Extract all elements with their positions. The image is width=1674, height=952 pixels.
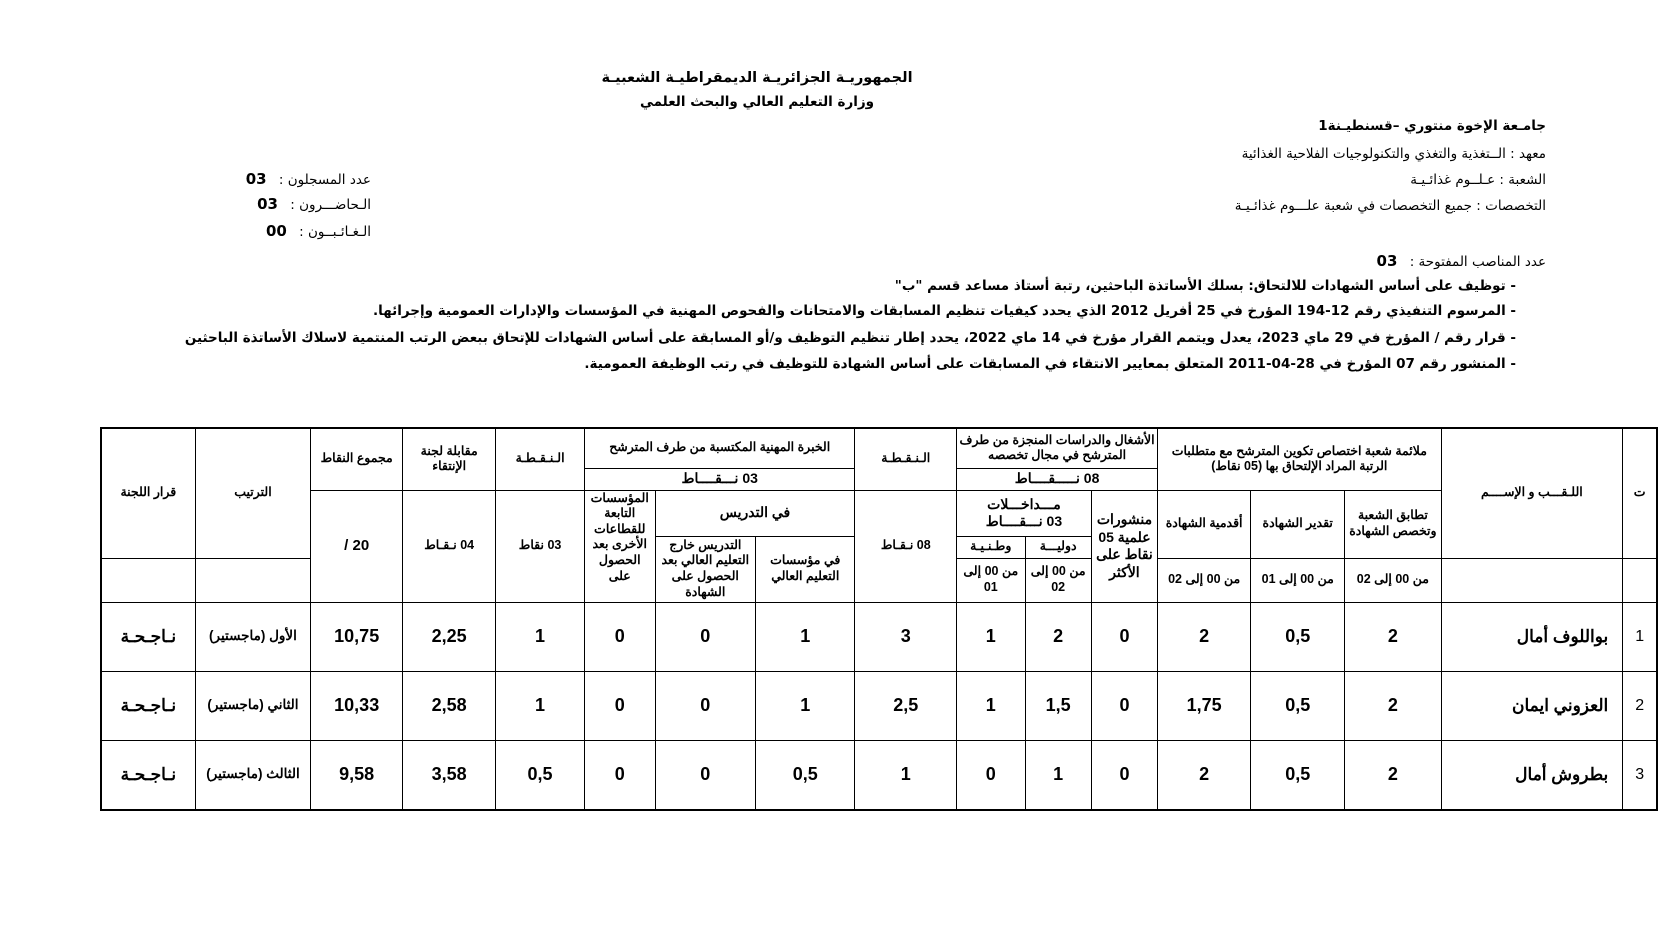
match-score: 2 — [1345, 671, 1441, 740]
decision-cell: نـاجـحـة — [101, 740, 195, 810]
col-relevance-header: ملائمة شعبة اختصاص تكوين المترشح مع متطلبات الرتبة المراد الإلتحاق بها (05 نقاط) — [1158, 428, 1441, 490]
points1-value: 08 نـقـاط — [855, 490, 957, 602]
teach-out-score: 0 — [655, 671, 756, 740]
talks-header — [957, 490, 1092, 536]
total-score: 9,58 — [311, 740, 403, 810]
open-positions-label: عدد المناصب المفتوحة : — [1409, 254, 1546, 270]
natl-score: 1 — [957, 671, 1025, 740]
grade-score: 0,5 — [1251, 602, 1345, 671]
seniority-score: 2 — [1158, 602, 1251, 671]
teach-in-header: في مؤسسات التعليم العالي — [756, 536, 855, 602]
decision-cell: نـاجـحـة — [101, 671, 195, 740]
pubs-score: 0 — [1091, 740, 1157, 810]
interview-score: 2,25 — [403, 602, 496, 671]
university-name: جامـعة الإخوة منتوري –قسنطيـنة1 — [1318, 118, 1546, 134]
open-positions — [1377, 252, 1546, 270]
other-inst-header: المؤسسات التابعة للقطاعات الأخرى بعد الحصول على — [584, 490, 655, 602]
ministry-title: وزارة التعليم العالي والبحث العلمي — [639, 94, 875, 110]
seniority-score: 1,75 — [1158, 671, 1251, 740]
branch-name: الشعبة : عـلــوم غذائـيـة — [1410, 172, 1546, 188]
row-number: 2 — [1623, 671, 1657, 740]
col-interview-header: مقابلة لجنة الإنتقاء — [403, 428, 496, 490]
open-positions-value: 03 — [1376, 252, 1398, 270]
intl-range: من 00 إلى 02 — [1025, 558, 1091, 602]
candidate-name: العزوني ايمان — [1441, 671, 1623, 740]
natl-score: 1 — [957, 602, 1025, 671]
pubs-score: 0 — [1091, 671, 1157, 740]
col-name-header: اللـقـــب و الإســــم — [1441, 428, 1623, 558]
pubs-header: منشورات علمية 05 نقاط على الأكثر — [1091, 490, 1157, 602]
absent-label: الـغـائـبــون : — [299, 224, 371, 240]
col-works-header: الأشغال والدراسات المنجزة من طرف المترشح في مجال تخصصه — [957, 428, 1158, 468]
rank-cell: الثاني (ماجستير) — [195, 671, 310, 740]
natl-score: 0 — [957, 740, 1025, 810]
name-blank — [1441, 558, 1623, 602]
results-table — [100, 427, 1658, 811]
natl-header: وطـنـيـة — [957, 536, 1025, 558]
absent-value: 00 — [266, 222, 287, 240]
total-score: 10,75 — [311, 602, 403, 671]
grade-header: تقدير الشهادة — [1251, 490, 1345, 558]
decision-blank — [101, 558, 195, 602]
match-score: 2 — [1345, 602, 1441, 671]
natl-range: من 00 إلى 01 — [957, 558, 1025, 602]
interview-score: 2,58 — [403, 671, 496, 740]
candidate-name: بطروش أمال — [1441, 740, 1623, 810]
grade-range: من 00 إلى 01 — [1251, 558, 1345, 602]
total-value: 20 / — [311, 490, 403, 602]
points2-value: 03 نقاط — [496, 490, 585, 602]
points1-score: 2,5 — [855, 671, 957, 740]
col-points1-header: الـنـقـطـة — [855, 428, 957, 490]
col-rank-header: الترتيب — [195, 428, 310, 558]
points1-score: 3 — [855, 602, 957, 671]
points2-score: 1 — [496, 602, 585, 671]
points2-score: 0,5 — [496, 740, 585, 810]
match-header: تطابق الشعبة وتخصص الشهادة — [1345, 490, 1441, 558]
teach-in-score: 0,5 — [756, 740, 855, 810]
interview-score: 3,58 — [403, 740, 496, 810]
present-label: الـحاضـــرون : — [290, 197, 371, 213]
talks-label: مـــداخـــلات — [987, 495, 1061, 512]
present-count — [257, 195, 371, 213]
seniority-score: 2 — [1158, 740, 1251, 810]
pubs-score: 0 — [1091, 602, 1157, 671]
col-num-header: ت — [1623, 428, 1657, 558]
talks-points: 03 نـــقــــاط — [985, 513, 1063, 529]
bullet-2: - المرسوم التنفيذي رقم 12-194 المؤرخ في 25 أفريل 2012 الذي يحدد كيفيات تنظيم المسابقات والامتحانات والفحوص المهنية في المؤسسات والإدارات العمومية وإجرائها. — [373, 303, 1516, 319]
table-row — [101, 671, 1657, 740]
specialties: التخصصات : جميع التخصصات في شعبة علـــوم غذائـيـة — [1234, 198, 1546, 214]
table-row — [101, 602, 1657, 671]
present-value: 03 — [257, 195, 278, 213]
intl-score: 1,5 — [1025, 671, 1091, 740]
republic-title: الجمهوريـة الجزائريـة الديمقراطيـة الشعبيـة — [601, 70, 913, 86]
points2-score: 1 — [496, 671, 585, 740]
absent-count — [266, 222, 371, 240]
registered-count — [246, 170, 371, 188]
teach-in-score: 1 — [756, 671, 855, 740]
teach-out-header: التدريس خارج التعليم العالي بعد الحصول على الشهادة — [655, 536, 756, 602]
exp-points: 03 نـــقــــاط — [584, 468, 855, 490]
intl-score: 1 — [1025, 740, 1091, 810]
seniority-header: أقدمية الشهادة — [1158, 490, 1251, 558]
header-row-1 — [101, 428, 1657, 468]
institute-name: معهد : الــتغذية والتغذي والتكنولوجيات الفلاحية الغذائية — [1241, 146, 1546, 162]
col-decision-header: قرار اللجنة — [101, 428, 195, 558]
match-range: من 00 إلى 02 — [1345, 558, 1441, 602]
row-number: 1 — [1623, 602, 1657, 671]
points1-score: 1 — [855, 740, 957, 810]
total-score: 10,33 — [311, 671, 403, 740]
row-number: 3 — [1623, 740, 1657, 810]
teach-in-score: 1 — [756, 602, 855, 671]
registered-label: عدد المسجلون : — [278, 172, 371, 188]
col-total-header: مجموع النقاط — [311, 428, 403, 490]
rank-cell: الأول (ماجستير) — [195, 602, 310, 671]
interview-value: 04 نـقـاط — [403, 490, 496, 602]
teach-out-score: 0 — [655, 740, 756, 810]
grade-score: 0,5 — [1251, 740, 1345, 810]
other-score: 0 — [584, 602, 655, 671]
works-points: 08 نـــــقــــاط — [957, 468, 1158, 490]
bullet-4: - المنشور رقم 07 المؤرخ في 28-04-2011 المتعلق بمعايير الانتقاء في المسابقات على أساس الشهادة للتوظيف في رتب الوظيفة العمومية. — [584, 356, 1516, 372]
teach-out-score: 0 — [655, 602, 756, 671]
bullet-3: - قرار رقم / المؤرخ في 29 ماي 2023، يعدل ويتمم القرار مؤرخ في 14 ماي 2022، يحدد إطار تنظيم التوظيف و/أو المسابقة على أساس الشهادات للإتحاق ببعض الرتب المنتمية لاسلاك الأساتذة الباحثين — [184, 330, 1516, 346]
other-score: 0 — [584, 671, 655, 740]
other-score: 0 — [584, 740, 655, 810]
seniority-range: من 00 إلى 02 — [1158, 558, 1251, 602]
grade-score: 0,5 — [1251, 671, 1345, 740]
col-points2-header: الـنـقـطـة — [496, 428, 585, 490]
registered-value: 03 — [245, 170, 267, 188]
table-row — [101, 740, 1657, 810]
decision-cell: نـاجـحـة — [101, 602, 195, 671]
intl-header: دوليـــة — [1025, 536, 1091, 558]
col-exp-header: الخبرة المهنية المكتسبة من طرف المترشح — [584, 428, 855, 468]
rank-blank — [195, 558, 310, 602]
match-score: 2 — [1345, 740, 1441, 810]
bullet-1: - توظيف على أساس الشهادات للالتحاق: بسلك الأساتذة الباحثين، رتبة أستاذ مساعد قسم "ب" — [894, 278, 1516, 294]
num-blank — [1623, 558, 1657, 602]
teaching-header: في التدريس — [655, 490, 855, 536]
header-row-3 — [101, 490, 1657, 536]
candidate-name: بواللوف أمال — [1441, 602, 1623, 671]
intl-score: 2 — [1025, 602, 1091, 671]
rank-cell: الثالث (ماجستير) — [195, 740, 310, 810]
